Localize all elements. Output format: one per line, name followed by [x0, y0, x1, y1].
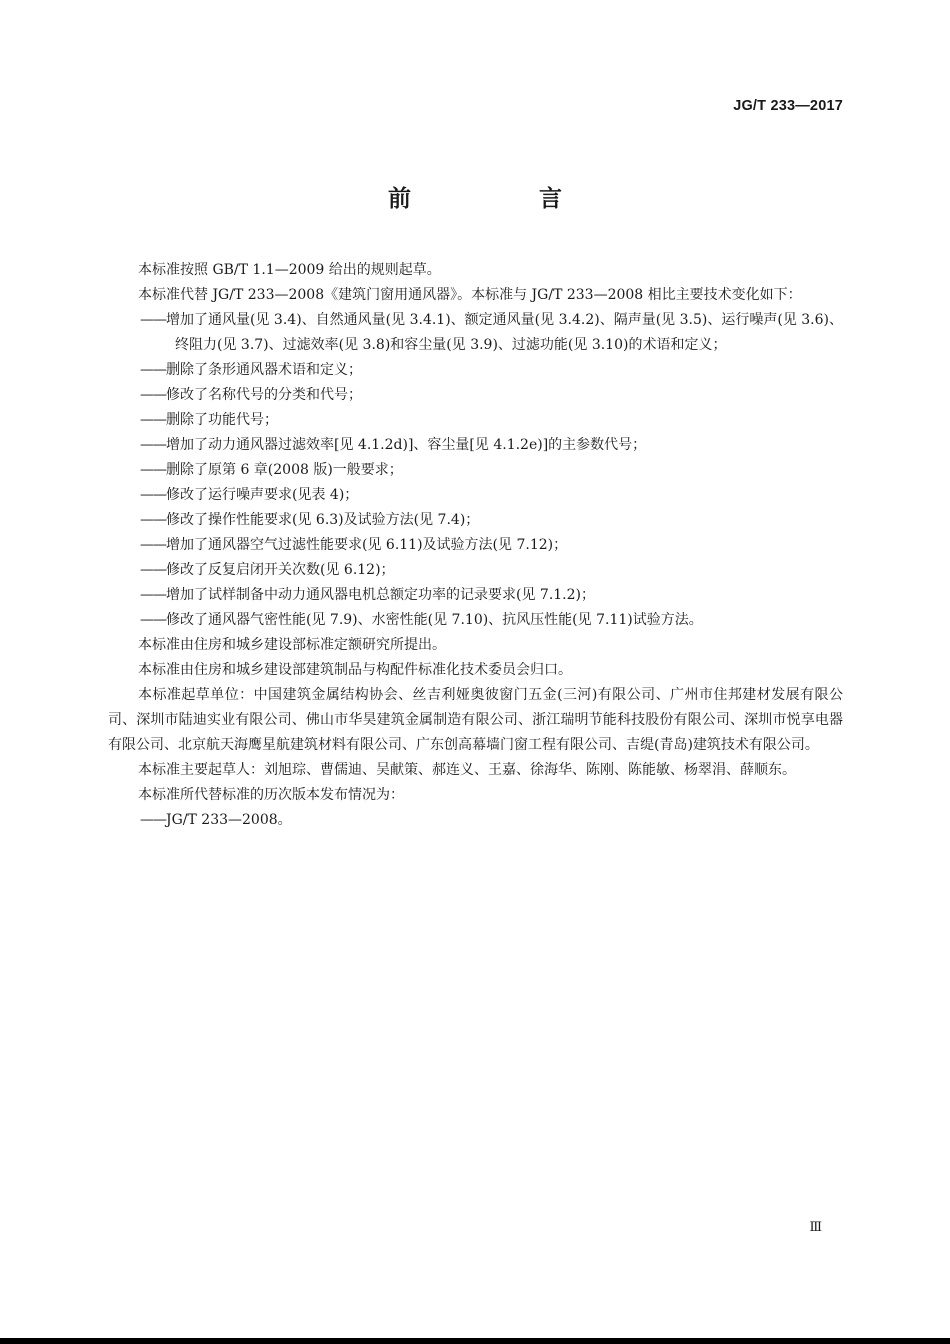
item-dash: ——	[140, 812, 166, 828]
change-item	[108, 433, 843, 458]
change-item-text: 修改了反复启闭开关次数(见 6.12)；	[166, 562, 395, 578]
item-dash: ——	[140, 462, 166, 478]
change-item-text: 增加了试样制备中动力通风器电机总额定功率的记录要求(见 7.1.2)；	[166, 587, 595, 603]
item-dash: ——	[140, 387, 166, 403]
change-item	[108, 308, 843, 358]
change-item-text: 修改了名称代号的分类和代号；	[166, 387, 362, 403]
change-item-text: 删除了原第 6 章(2008 版)一般要求；	[166, 462, 403, 478]
change-item-text: 修改了操作性能要求(见 6.3)及试验方法(见 7.4)；	[166, 512, 480, 528]
change-item-text: 增加了动力通风器过滤效率[见 4.1.2d)]、容尘量[见 4.1.2e)]的主参数代号；	[166, 437, 647, 453]
paragraph: 本标准由住房和城乡建设部建筑制品与构配件标准化技术委员会归口。	[138, 662, 572, 678]
change-item-text: 修改了通风器气密性能(见 7.9)、水密性能(见 7.10)、抗风压性能(见 7.11)试验方法。	[166, 612, 703, 628]
item-dash: ——	[140, 312, 166, 328]
paragraph: 本标准起草单位：中国建筑金属结构协会、丝吉利娅奥彼窗门五金(三河)有限公司、广州市住邦建材发展有限公司、深圳市陆迪实业有限公司、佛山市华昊建筑金属制造有限公司、浙江瑞明节能科技股份有限公司、深圳市悦享电器有限公司、北京航天海鹰星航建筑材料有限公司、广东创高幕墙门窗工程有限公司、吉缇(青岛)建筑技术有限公司。	[108, 687, 843, 753]
paragraph: 本标准所代替标准的历次版本发布情况为：	[138, 787, 404, 803]
item-dash: ——	[140, 562, 166, 578]
paragraph: 本标准主要起草人：刘旭琮、曹儒迪、吴献策、郝连义、王嘉、徐海华、陈刚、陈能敏、杨翠涓、薛顺东。	[138, 762, 796, 778]
history-item-text: JG/T 233—2008。	[166, 812, 292, 828]
change-item-text: 删除了条形通风器术语和定义；	[166, 362, 362, 378]
page-title: 前 言	[387, 186, 622, 212]
item-dash: ——	[140, 437, 166, 453]
change-item-text: 删除了功能代号；	[166, 412, 278, 428]
item-dash: ——	[140, 362, 166, 378]
change-item	[108, 408, 843, 433]
standard-code: JG/T 233—2017	[733, 98, 843, 114]
item-dash: ——	[140, 512, 166, 528]
change-item-text: 修改了运行噪声要求(见表 4)；	[166, 487, 359, 503]
paragraph: 本标准代替 JG/T 233—2008《建筑门窗用通风器》。本标准与 JG/T 233—2008 相比主要技术变化如下：	[138, 287, 802, 303]
change-item	[108, 383, 843, 408]
change-item-text: 增加了通风器空气过滤性能要求(见 6.11)及试验方法(见 7.12)；	[166, 537, 568, 553]
change-item	[108, 358, 843, 383]
bottom-border	[0, 1338, 950, 1344]
item-dash: ——	[140, 487, 166, 503]
change-item	[108, 608, 843, 633]
change-item	[108, 483, 843, 508]
change-item	[108, 583, 843, 608]
paragraph: 本标准由住房和城乡建设部标准定额研究所提出。	[138, 637, 446, 653]
change-item	[108, 508, 843, 533]
item-dash: ——	[140, 537, 166, 553]
foreword-body	[108, 258, 843, 833]
item-dash: ——	[140, 412, 166, 428]
change-item	[108, 458, 843, 483]
change-item-text: 增加了通风量(见 3.4)、自然通风量(见 3.4.1)、额定通风量(见 3.4.2)、隔声量(见 3.5)、运行噪声(见 3.6)、终阻力(见 3.7)、过滤效率(见 3.8)和容尘量(见 3.9)、过滤功能(见 3.10)的术语和定义；	[166, 312, 843, 353]
change-item	[108, 558, 843, 583]
paragraph: 本标准按照 GB/T 1.1—2009 给出的规则起草。	[138, 262, 441, 278]
change-item	[108, 533, 843, 558]
page-number: Ⅲ	[809, 1220, 822, 1235]
history-item	[108, 808, 843, 833]
item-dash: ——	[140, 587, 166, 603]
item-dash: ——	[140, 612, 166, 628]
